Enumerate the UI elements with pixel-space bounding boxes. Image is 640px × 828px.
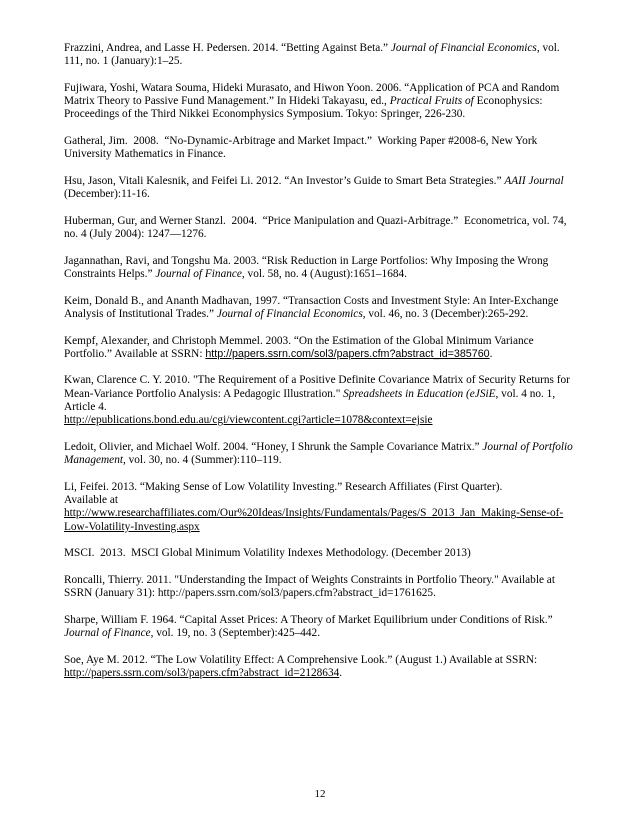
journal-title-italic: Spreadsheets in Education (eJSiE	[343, 387, 496, 400]
reference-text: Li, Feifei. 2013. “Making Sense of Low Volatility Investing.” Research Affiliates (First Quarter).	[64, 480, 503, 493]
reference-text: Fujiwara, Yoshi, Watara Souma, Hideki Murasato, and Hiwon Yoon. 2006. “Application of PCA and Random Matrix Theory to Passive Fund Management.” In Hideki Takayasu, ed.,	[64, 81, 563, 108]
reference-text: Available at	[64, 494, 119, 507]
reference-entry	[64, 441, 578, 468]
reference-text: Roncalli, Thierry. 2011. "Understanding the Impact of Weights Constraints in Portfolio Theory." Available at SSRN (January 31): http://papers.ssrn.com/sol3/papers.cfm?abstract_id=1761625.	[64, 573, 558, 600]
journal-title-italic: Journal of Finance	[155, 268, 242, 281]
reference-text: Kempf, Alexander, and Christoph Memmel. 2003. “On the Estimation of the Global Minimum Variance Portfolio.” Available at SSRN:	[64, 334, 537, 360]
reference-text: .	[489, 347, 493, 360]
reference-text: .	[339, 666, 343, 679]
reference-entry	[64, 295, 578, 322]
journal-title-italic: Journal of Financial Economics	[390, 42, 537, 54]
reference-text: Kwan, Clarence C. Y. 2010. "The Requirement of a Positive Definite Covariance Matrix of Security Returns for Mean-Variance Portfolio Analysis: A Pedagogic Illustration."	[64, 374, 573, 400]
reference-text: , vol. 58, no. 4 (August):1651–1684.	[241, 268, 407, 281]
reference-entry	[64, 175, 578, 202]
reference-entry	[64, 654, 578, 681]
reference-entry	[64, 135, 578, 162]
reference-text: Keim, Donald B., and Ananth Madhavan, 1997. “Transaction Costs and Investment Style: An Inter-Exchange Analysis of Institutional Trades.”	[64, 294, 561, 320]
reference-entry	[64, 82, 578, 122]
journal-title-italic: Practical Fruits of	[389, 95, 474, 108]
hyperlink[interactable]: http://epublications.bond.edu.au/cgi/viewcontent.cgi?article=1078&context=ejsie	[64, 414, 433, 427]
reference-entry	[64, 614, 578, 641]
reference-text: Soe, Aye M. 2012. “The Low Volatility Effect: A Comprehensive Look.” (August 1.) Available at SSRN:	[64, 653, 538, 666]
reference-text: (December):11-16.	[64, 174, 567, 201]
reference-entry	[64, 335, 578, 362]
hyperlink[interactable]: http://papers.ssrn.com/sol3/papers.cfm?abstract_id=385760	[205, 347, 490, 360]
hyperlink[interactable]: http://www.researchaffiliates.com/Our%20Ideas/Insights/Fundamentals/Pages/S_2013_Jan_Making-Sense-of-Low-Volatility-Investing.aspx	[64, 507, 564, 533]
hyperlink[interactable]: http://papers.ssrn.com/sol3/papers.cfm?abstract_id=2128634	[64, 666, 340, 679]
reference-text: , vol. 19, no. 3 (September):425–442.	[150, 627, 321, 640]
reference-entry	[64, 547, 578, 560]
journal-title-italic: AAII Journal	[504, 174, 564, 187]
references-list	[64, 42, 578, 694]
reference-text: , vol. 4 no. 1, Article 4.	[64, 387, 558, 414]
reference-entry	[64, 215, 578, 242]
reference-entry	[64, 42, 578, 69]
page-number: 12	[314, 788, 326, 800]
reference-text: Sharpe, William F. 1964. “Capital Asset Prices: A Theory of Market Equilibrium under Conditions of Risk.”	[64, 613, 556, 626]
reference-text: Econophysics: Proceedings of the Third Nikkei Economphysics Symposium. Tokyo: Springer, 226-230.	[64, 95, 546, 121]
reference-entry	[64, 574, 578, 601]
reference-text: Ledoit, Olivier, and Michael Wolf. 2004. “Honey, I Shrunk the Sample Covariance Matrix.”	[64, 440, 483, 453]
journal-title-italic: Journal of Financial Economics	[216, 307, 363, 320]
reference-entry	[64, 374, 578, 427]
reference-text: Jagannathan, Ravi, and Tongshu Ma. 2003. “Risk Reduction in Large Portfolios: Why Imposing the Wrong Constraints Helps.”	[64, 254, 552, 281]
reference-text: MSCI. 2013. MSCI Global Minimum Volatility Indexes Methodology. (December 2013)	[64, 547, 471, 560]
reference-text: , vol. 111, no. 1 (January):1–25.	[64, 42, 563, 68]
reference-text: Frazzini, Andrea, and Lasse H. Pedersen. 2014. “Betting Against Beta.”	[64, 42, 391, 54]
reference-text: , vol. 30, no. 4 (Summer):110–119.	[122, 454, 282, 467]
reference-text: , vol. 46, no. 3 (December):265-292.	[362, 307, 529, 320]
reference-text: Gatheral, Jim. 2008. “No-Dynamic-Arbitrage and Market Impact.” Working Paper #2008-6, New York University Mathematics in Finance.	[64, 135, 541, 161]
reference-entry	[64, 255, 578, 282]
reference-text: Huberman, Gur, and Werner Stanzl. 2004. “Price Manipulation and Quazi-Arbitrage.” Econometrica, vol. 74, no. 4 (July 2004): 1247—1276.	[64, 214, 570, 241]
journal-title-italic: Journal of Finance	[64, 627, 151, 640]
reference-text: Hsu, Jason, Vitali Kalesnik, and Feifei Li. 2012. “An Investor’s Guide to Smart Beta Strategies.”	[64, 174, 505, 187]
journal-title-italic: Journal of Portfolio Management	[64, 440, 576, 467]
reference-entry	[64, 481, 578, 534]
